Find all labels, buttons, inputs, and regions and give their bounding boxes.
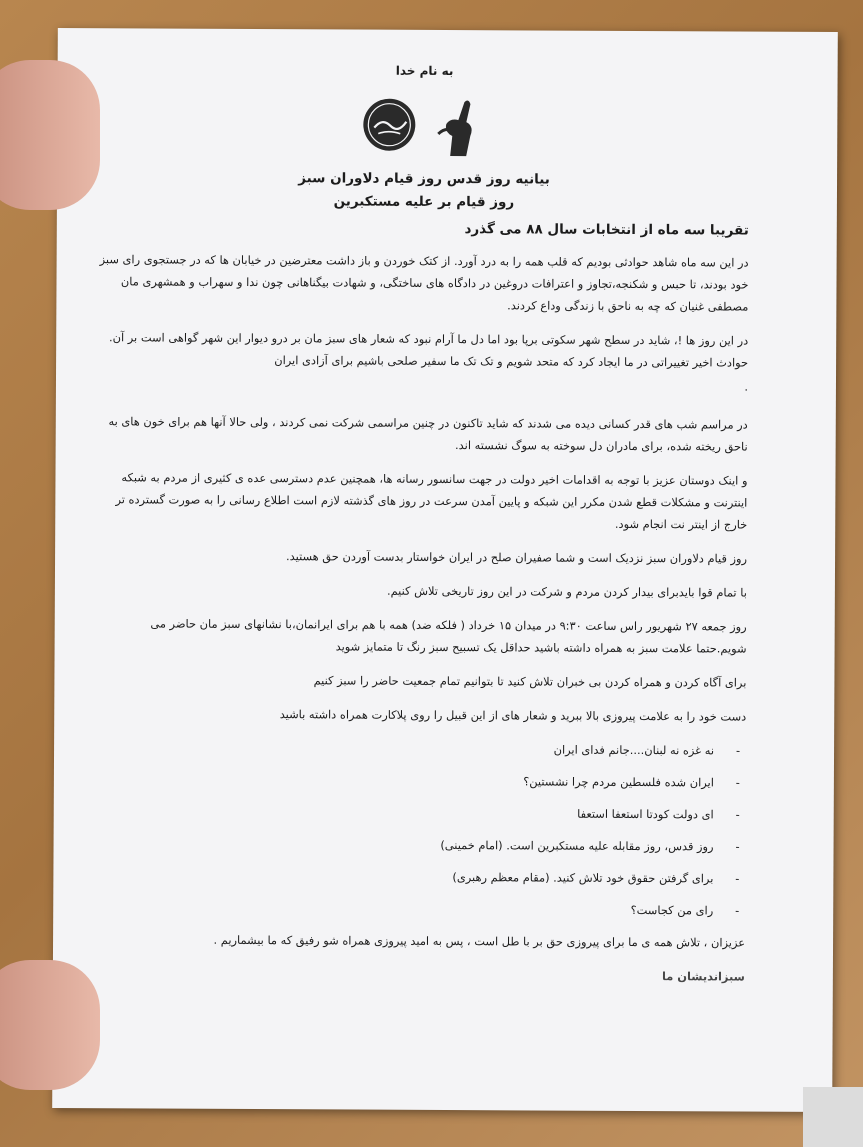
paragraph-1: در این سه ماه شاهد حوادثی بودیم که قلب همه را به درد آورد. از کتک خوردن و باز داشت معترضین در خیابان ها که در جستجوی رای سبز خود بودند، تا حبس و شکنجه،تجاوز و اعترافات دروغین در دادگاه های ساختگی، و شهادت بیگناهانی چون ندا و سهراب و همشهری مان مصطفی غنیان که چه به ناحق با زندگی وداع کردند. xyxy=(99,252,749,314)
slogan-text: نه غزه نه لبنان....جانم فدای ایران xyxy=(553,742,715,758)
logo-row xyxy=(99,94,749,159)
dash-bullet: - xyxy=(735,807,740,822)
dash-bullet: - xyxy=(735,839,740,854)
left-thumb xyxy=(0,60,100,210)
flyer-paper xyxy=(52,28,838,1112)
paragraph-7: روز جمعه ۲۷ شهریور راس ساعت ۹:۳۰ در میدان ۱۵ خرداد ( فلکه ضد) همه با هم برای ایرانمان،با نشانهای سبز مان حاضر می شویم.حتما علامت سبز به همراه داشته باشید حداقل یک تسبیح سبز رنگ تا متمایز شوید xyxy=(150,616,747,656)
paragraph-5: روز قیام دلاوران سبز نزدیک است و شما صفیران صلح در ایران خواستار بدست آوردن حق هستید. xyxy=(286,549,748,566)
slogan-item xyxy=(96,768,746,793)
dash-bullet: - xyxy=(735,775,740,790)
desk-corner xyxy=(803,1087,863,1147)
dash-bullet: - xyxy=(735,743,741,758)
slogan-text: ایران شده فلسطین مردم چرا نشستین؟ xyxy=(523,774,714,790)
slogan-item xyxy=(95,896,745,921)
slogan-text: روز قدس، روز مقابله علیه مستکبرین است. (امام خمینی) xyxy=(440,837,714,854)
slogan-text: ای دولت کودتا استعفا استعفا xyxy=(577,806,714,822)
paragraph-2: در این روز ها !، شاید در سطح شهر سکوتی برپا بود اما دل ما آرام نبود که شعار های سبز مان بر درو دیوار این شهر گواهی است بر آن. حوادث اخیر تغییراتی در ما ایجاد کرد که متحد شویم و تک تک ما سفیر صلحی باشیم برای آزادی ایران xyxy=(108,330,749,370)
paragraph-9: دست خود را به علامت پیروزی بالا ببرید و شعار های از این قبیل را روی پلاکارت همراه داشته باشید xyxy=(279,707,747,724)
seal-logo xyxy=(360,96,418,154)
slogan-text: رای من کجاست؟ xyxy=(630,902,714,918)
slogan-list xyxy=(95,736,746,921)
slogan-text: برای گرفتن حقوق خود تلاش کنید. (مقام معظم رهبری) xyxy=(452,870,714,886)
dash-bullet: - xyxy=(735,871,740,886)
paragraph-6: با تمام قوا بایدبرای بیدار کردن مردم و شرکت در این روز تاریخی تلاش کنیم. xyxy=(386,583,747,600)
hand-logo xyxy=(430,96,488,158)
title-line-2: روز قیام بر علیه مستکبرین xyxy=(333,193,515,211)
paragraph-8: برای آگاه کردن و همراه کردن بی خبران تلاش کنید تا بتوانیم تمام جمعیت حاضر را سبز کنیم xyxy=(313,673,747,690)
title-line-1: بیانیه روز قدس روز قیام دلاوران سبز xyxy=(298,170,550,188)
slogan-item xyxy=(95,864,745,889)
slogan-item xyxy=(96,736,746,761)
stray-dot: . xyxy=(744,379,749,394)
flyer-document xyxy=(53,28,838,988)
slogan-item xyxy=(96,800,746,825)
left-finger xyxy=(0,960,100,1090)
paragraph-3: در مراسم شب های قدر کسانی دیده می شدند که شاید تاکنون در چنین مراسمی شرکت نمی کردند ، ولی حالا آنها هم برای خون های به ناحق ریخته شده، برای مادران دل سوخته به سوگ نشسته اند. xyxy=(108,414,748,454)
subtitle: تقریبا سه ماه از انتخابات سال ۸۸ می گذرد xyxy=(464,221,749,239)
paragraph-4: و اینک دوستان عزیز با توجه به اقدامات اخیر دولت در جهت سانسور رسانه ها، همچنین عدم دسترسی عده ی کثیری از مردم به شبکه اینترنت و مشکلات قطع شدن مکرر این شبکه و پایین آمدن سرعت در روز های گذشته لازم است اطلاع رسانی را به صورت گسترده تر خارج از اینتر نت انجام شود. xyxy=(115,470,748,532)
slogan-item xyxy=(96,832,746,857)
signature: سبزاندیشان ما xyxy=(661,969,745,984)
dash-bullet: - xyxy=(735,903,740,918)
bismillah-heading: به نام خدا xyxy=(395,63,454,79)
closing-paragraph: عزیزان ، تلاش همه ی ما برای پیروزی حق بر با طل است ، پس به امید پیروزی همراه شو رفیق که ما بیشماریم . xyxy=(213,932,746,950)
